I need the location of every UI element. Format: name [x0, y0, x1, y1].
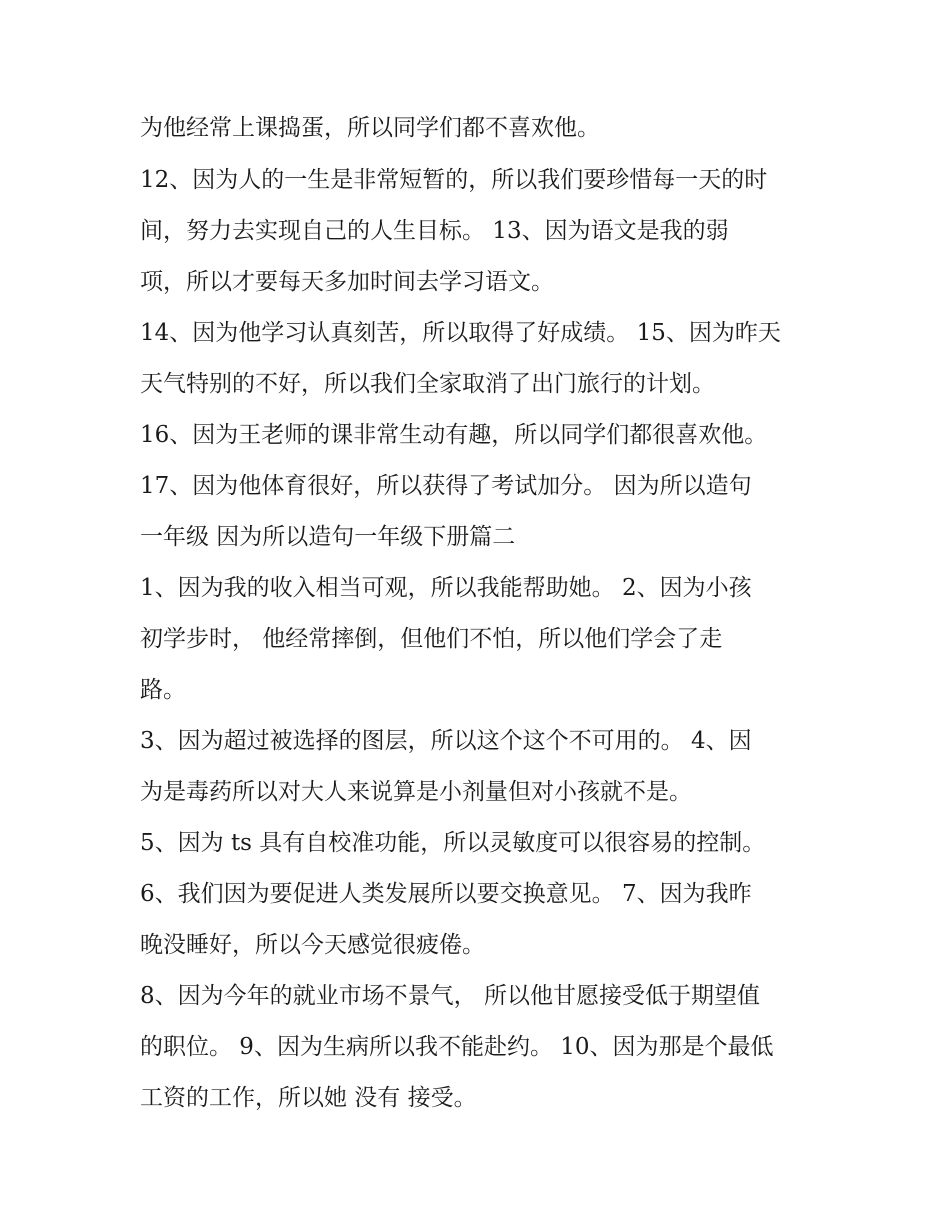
text-line: 为他经常上课捣蛋，所以同学们都不喜欢他。: [140, 115, 600, 141]
text-line: 路。: [140, 677, 186, 703]
text-line: 3、因为超过被选择的图层，所以这个这个不可用的。 4、因: [140, 728, 752, 754]
text-line: 6、我们因为要促进人类发展所以要交换意见。 7、因为我昨: [140, 881, 752, 907]
text-line: 天气特别的不好，所以我们全家取消了出门旅行的计划。: [140, 371, 715, 397]
text-line: 8、因为今年的就业市场不景气， 所以他甘愿接受低于期望值: [140, 983, 760, 1009]
text-line: 晚没睡好，所以今天感觉很疲倦。: [140, 932, 485, 958]
text-line: 5、因为 ts 具有自校准功能，所以灵敏度可以很容易的控制。: [140, 830, 766, 856]
text-line: 12、因为人的一生是非常短暂的，所以我们要珍惜每一天的时: [140, 167, 768, 193]
text-line: 间，努力去实现自己的人生目标。 13、因为语文是我的弱: [140, 218, 729, 244]
text-line: 1、因为我的收入相当可观，所以我能帮助她。 2、因为小孩: [140, 575, 752, 601]
text-line: 初学步时， 他经常摔倒，但他们不怕，所以他们学会了走: [140, 626, 723, 652]
text-line: 一年级 因为所以造句一年级下册篇二: [140, 524, 516, 550]
text-line: 16、因为王老师的课非常生动有趣，所以同学们都很喜欢他。: [140, 422, 768, 448]
text-line: 项，所以才要每天多加时间去学习语文。: [140, 269, 554, 295]
text-line: 为是毒药所以对大人来说算是小剂量但对小孩就不是。: [140, 779, 692, 805]
text-line: 17、因为他体育很好，所以获得了考试加分。 因为所以造句: [140, 473, 752, 499]
text-line: 工资的工作，所以她 没有 接受。: [140, 1085, 477, 1111]
text-line: 14、因为他学习认真刻苦，所以取得了好成绩。 15、因为昨天: [140, 320, 781, 346]
text-line: 的职位。 9、因为生病所以我不能赴约。 10、因为那是个最低: [140, 1034, 774, 1060]
